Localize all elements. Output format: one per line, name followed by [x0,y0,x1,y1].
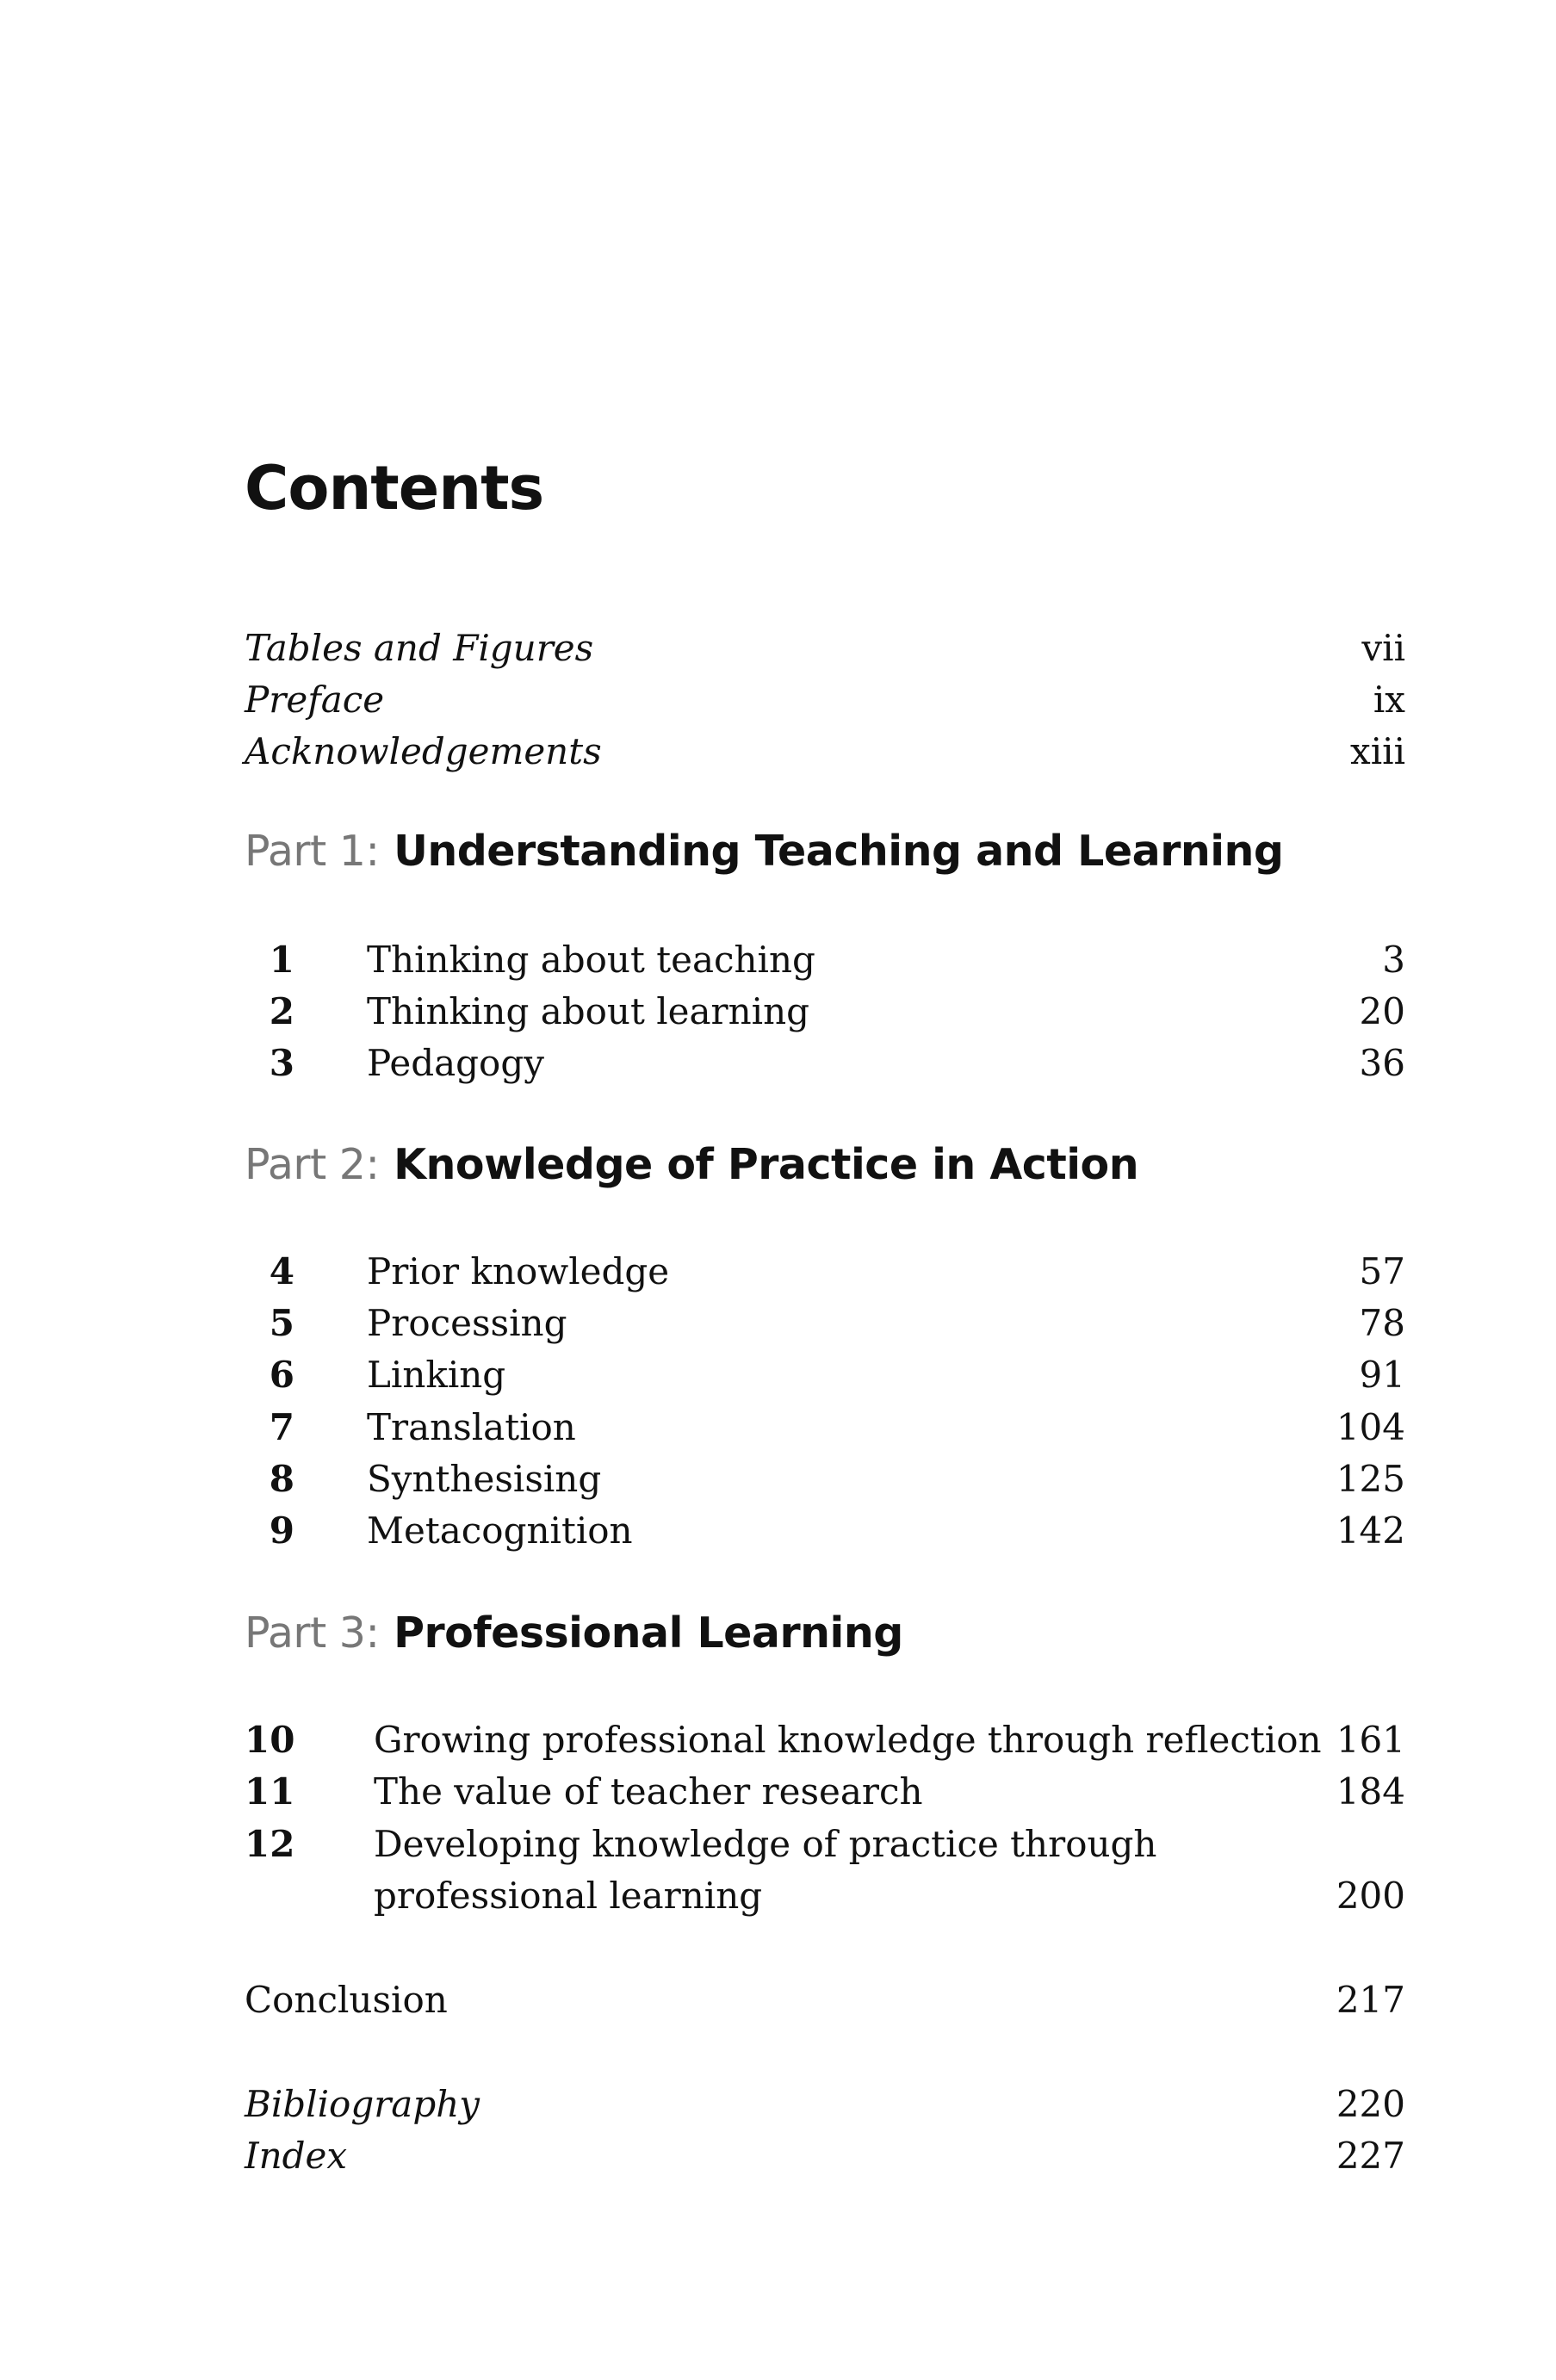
chapter-title: Pedagogy [367,1042,544,1084]
chapter-title: Processing [367,1302,567,1344]
chapter-number: 7 [269,1406,294,1448]
chapter-entry [245,1504,1405,1558]
chapter-number: 3 [269,1042,294,1084]
chapter-page-number: 91 [1359,1354,1405,1396]
entry-label: Acknowledgements [245,730,602,772]
chapter-page-number: 20 [1359,990,1405,1032]
chapter-title: Linking [367,1354,506,1396]
chapter-entry [245,1245,1405,1298]
part-title: Understanding Teaching and Learning [394,827,1284,876]
chapter-page-number: 125 [1336,1458,1405,1500]
part-2-heading [245,1135,1138,1195]
chapter-entry [245,1297,1405,1350]
part-prefix: Part 1: [245,827,380,876]
part-prefix: Part 2: [245,1140,380,1189]
entry-label: Bibliography [245,2083,480,2125]
chapter-entry [245,933,1405,987]
chapter-entry [245,1037,1405,1090]
chapter-number: 11 [245,1770,295,1813]
part-1-heading [245,821,1284,882]
chapter-number: 8 [269,1458,294,1500]
chapter-page-number: 184 [1336,1770,1405,1813]
chapter-entry [245,1348,1405,1402]
chapter-title: Thinking about learning [367,990,810,1032]
part-prefix: Part 3: [245,1608,380,1658]
chapter-title-continuation: professional learning [374,1875,763,1917]
back-matter-entry-index [245,2129,1405,2183]
front-matter-entry-preface [245,673,1405,727]
chapter-number: 10 [245,1719,295,1761]
chapter-title: Translation [367,1406,576,1448]
entry-page-number: 227 [1336,2135,1405,2177]
chapter-number: 6 [269,1354,294,1396]
chapter-page-number: 36 [1359,1042,1405,1084]
entry-page-number: vii [1361,627,1405,669]
entry-label: Index [245,2135,348,2177]
chapter-number: 4 [269,1250,294,1292]
chapter-number: 12 [245,1823,295,1865]
chapter-title: Thinking about teaching [367,939,815,981]
entry-page-number: 220 [1336,2083,1405,2125]
chapter-page-number: 104 [1336,1406,1405,1448]
chapter-title: Prior knowledge [367,1250,670,1292]
chapter-number: 1 [269,939,294,981]
entry-label: Preface [245,679,385,721]
entry-page-number: xiii [1350,730,1405,772]
chapter-entry [245,1818,1405,1871]
chapter-entry [245,1401,1405,1454]
entry-page-number: ix [1373,679,1405,721]
chapter-title: Developing knowledge of practice through [374,1823,1157,1865]
chapter-title: Synthesising [367,1458,602,1500]
chapter-title: Growing professional knowledge through reflection [374,1719,1322,1761]
page-title: Contents [245,453,544,524]
part-title: Knowledge of Practice in Action [394,1140,1139,1189]
chapter-entry [245,1765,1405,1819]
front-matter-entry-tables-figures [245,622,1405,675]
chapter-number: 9 [269,1509,294,1552]
chapter-page-number: 57 [1359,1250,1405,1292]
entry-label: Tables and Figures [245,627,594,669]
chapter-title: Metacognition [367,1509,633,1552]
chapter-page-number: 142 [1336,1509,1405,1552]
chapter-page-number: 78 [1359,1302,1405,1344]
back-matter-entry-bibliography [245,2078,1405,2131]
front-matter-entry-acknowledgements [245,725,1405,778]
chapter-page-number: 200 [1336,1875,1405,1917]
chapter-entry [245,985,1405,1038]
chapter-number: 5 [269,1302,294,1344]
entry-page-number: 217 [1336,1979,1405,2021]
chapter-page-number: 3 [1382,939,1405,981]
chapter-number: 2 [269,990,294,1032]
part-3-heading [245,1603,903,1664]
entry-label: Conclusion [245,1979,448,2021]
chapter-entry [245,1453,1405,1506]
chapter-page-number: 161 [1336,1719,1405,1761]
part-title: Professional Learning [394,1608,903,1658]
conclusion-entry [245,1974,1405,2027]
chapter-title: The value of teacher research [374,1770,923,1813]
chapter-entry-continuation [245,1869,1405,1923]
chapter-entry [245,1714,1405,1767]
